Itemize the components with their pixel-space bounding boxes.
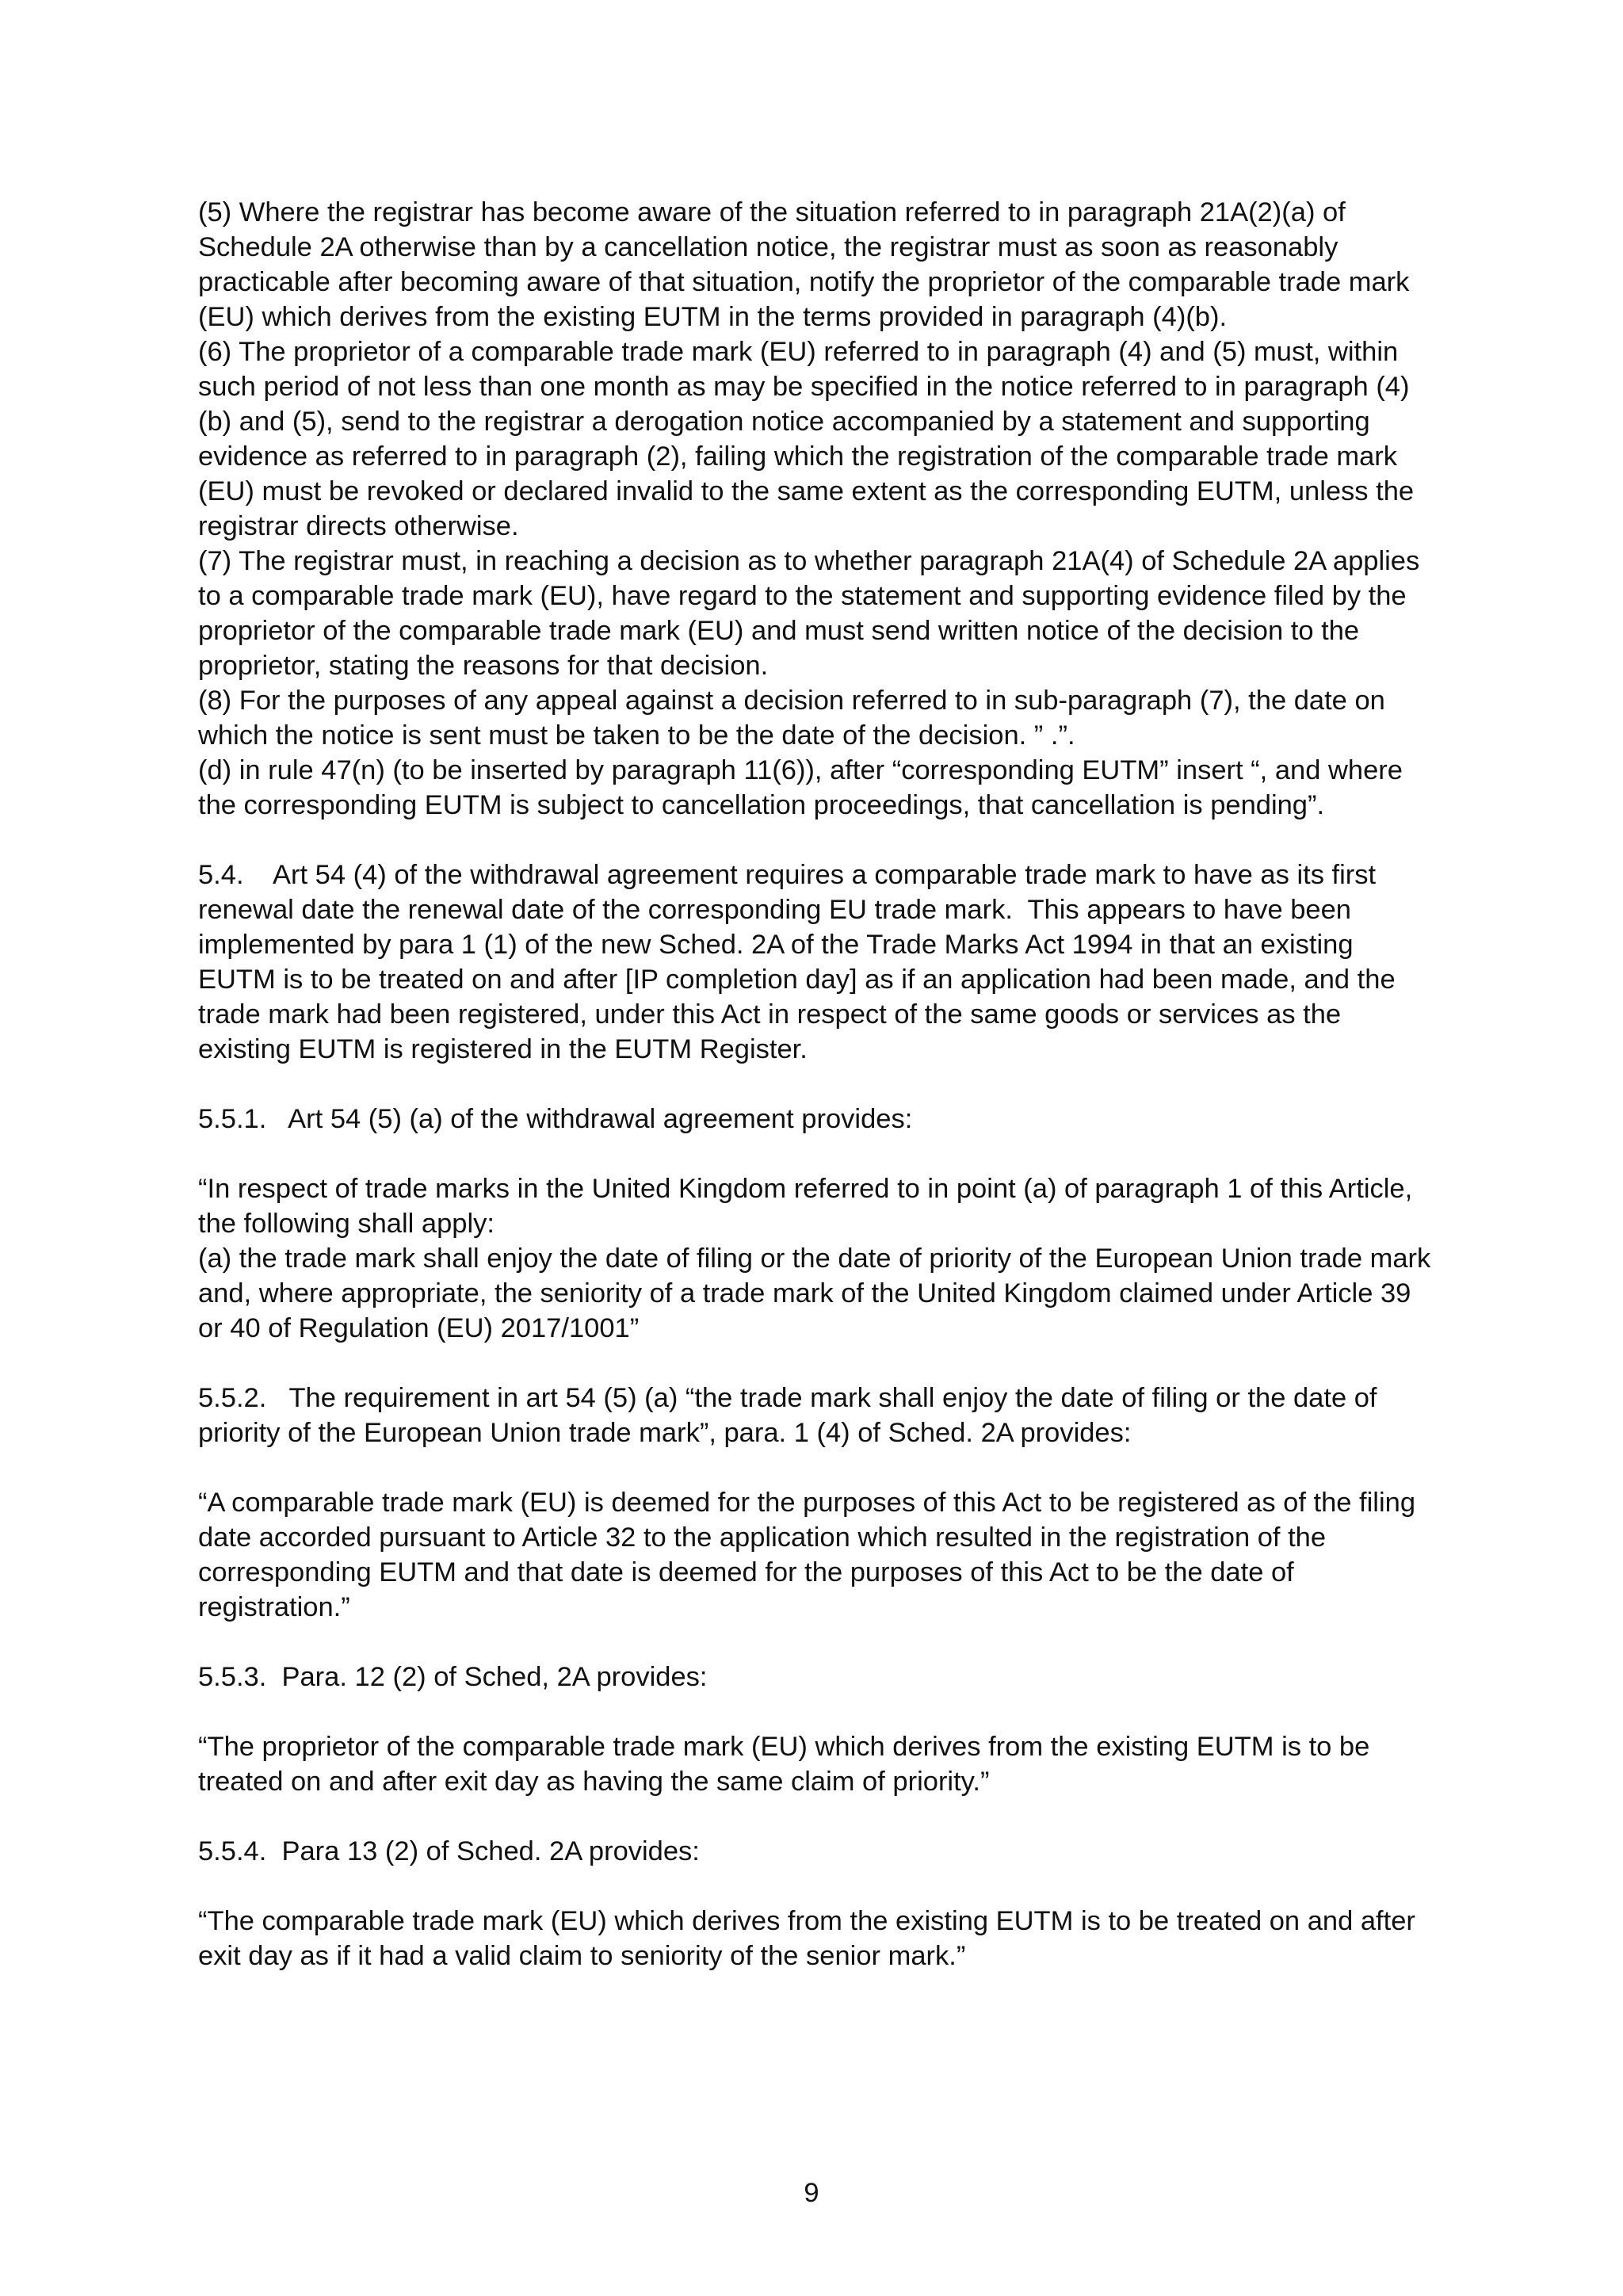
paragraph-8: (8) For the purposes of any appeal against a decision referred to in sub-paragraph (7), the date on which the notice is sent must be taken to be the date of the decision. ” .”. xyxy=(198,686,1385,751)
page-number: 9 xyxy=(804,2178,819,2208)
section-5-4: 5.4. Art 54 (4) of the withdrawal agreement requires a comparable trade mark to have as its first renewal date the renewal date of the corresponding EU trade mark. This appears to have been implemented by para 1 (1) of the new Sched. 2A of the Trade Marks Act 1994 in that an existing EUTM is to be treated on and after [IP completion day] as if an application had been made, and the trade mark had been registered, under this Act in respect of the same goods or services as the existing EUTM is registered in the EUTM Register. xyxy=(198,860,1396,1064)
paragraph-6: (6) The proprietor of a comparable trade mark (EU) referred to in paragraph (4) and (5) must, within such period of not less than one month as may be specified in the notice referred to in paragraph (4)(b) and (5), send to the registrar a derogation notice accompanied by a statement and supporting evidence as referred to in paragraph (2), failing which the registration of the comparable trade mark (EU) must be revoked or declared invalid to the same extent as the corresponding EUTM, unless the registrar directs otherwise. xyxy=(198,337,1415,541)
quote-article-54-a: (a) the trade mark shall enjoy the date of filing or the date of priority of the European Union trade mark and, where appropriate, the seniority of a trade mark of the United Kingdom claimed under Article 39 or 40 of Regulation (EU) 2017/1001” xyxy=(198,1244,1431,1343)
paragraph-7: (7) The registrar must, in reaching a decision as to whether paragraph 21A(4) of Schedule 2A applies to a comparable trade mark (EU), have regard to the statement and supporting evidence filed by the proprietor of the comparable trade mark (EU) and must send written notice of the decision to the proprietor, stating the reasons for that decision. xyxy=(198,546,1420,681)
quote-article-54-intro: “In respect of trade marks in the United Kingdom referred to in point (a) of paragraph 1 of this Article, the following shall apply: xyxy=(198,1174,1413,1239)
paragraph-5: (5) Where the registrar has become aware of the situation referred to in paragraph 21A(2)(a) of Schedule 2A otherwise than by a cancellation notice, the registrar must as soon as reasonably practicable after becoming aware of that situation, notify the proprietor of the comparable trade mark (EU) which derives from the existing EUTM in the terms provided in paragraph (4)(b). xyxy=(198,197,1410,332)
quote-para-1-4: “A comparable trade mark (EU) is deemed for the purposes of this Act to be registered as of the filing date accorded pursuant to Article 32 to the application which resulted in the registration of the corresponding EUTM and that date is deemed for the purposes of this Act to be the date of registration.” xyxy=(198,1488,1416,1622)
paragraph-d: (d) in rule 47(n) (to be inserted by paragraph 11(6)), after “corresponding EUTM” insert “, and where the corresponding EUTM is subject to cancellation proceedings, that cancellation is pending”. xyxy=(198,755,1403,820)
section-5-5-3: 5.5.3. Para. 12 (2) of Sched, 2A provides: xyxy=(198,1662,708,1692)
section-5-5-4: 5.5.4. Para 13 (2) of Sched. 2A provides: xyxy=(198,1836,700,1866)
document-body xyxy=(198,195,1434,1973)
quote-para-13-2: “The comparable trade mark (EU) which derives from the existing EUTM is to be treated on and after exit day as if it had a valid claim to seniority of the senior mark.” xyxy=(198,1906,1415,1971)
section-5-5-2: 5.5.2. The requirement in art 54 (5) (a) “the trade mark shall enjoy the date of filing or the date of priority of the European Union trade mark”, para. 1 (4) of Sched. 2A provides: xyxy=(198,1383,1377,1448)
section-5-5-1: 5.5.1. Art 54 (5) (a) of the withdrawal agreement provides: xyxy=(198,1104,913,1134)
quote-para-12-2: “The proprietor of the comparable trade mark (EU) which derives from the existing EUTM is to be treated on and after exit day as having the same claim of priority.” xyxy=(198,1732,1370,1797)
